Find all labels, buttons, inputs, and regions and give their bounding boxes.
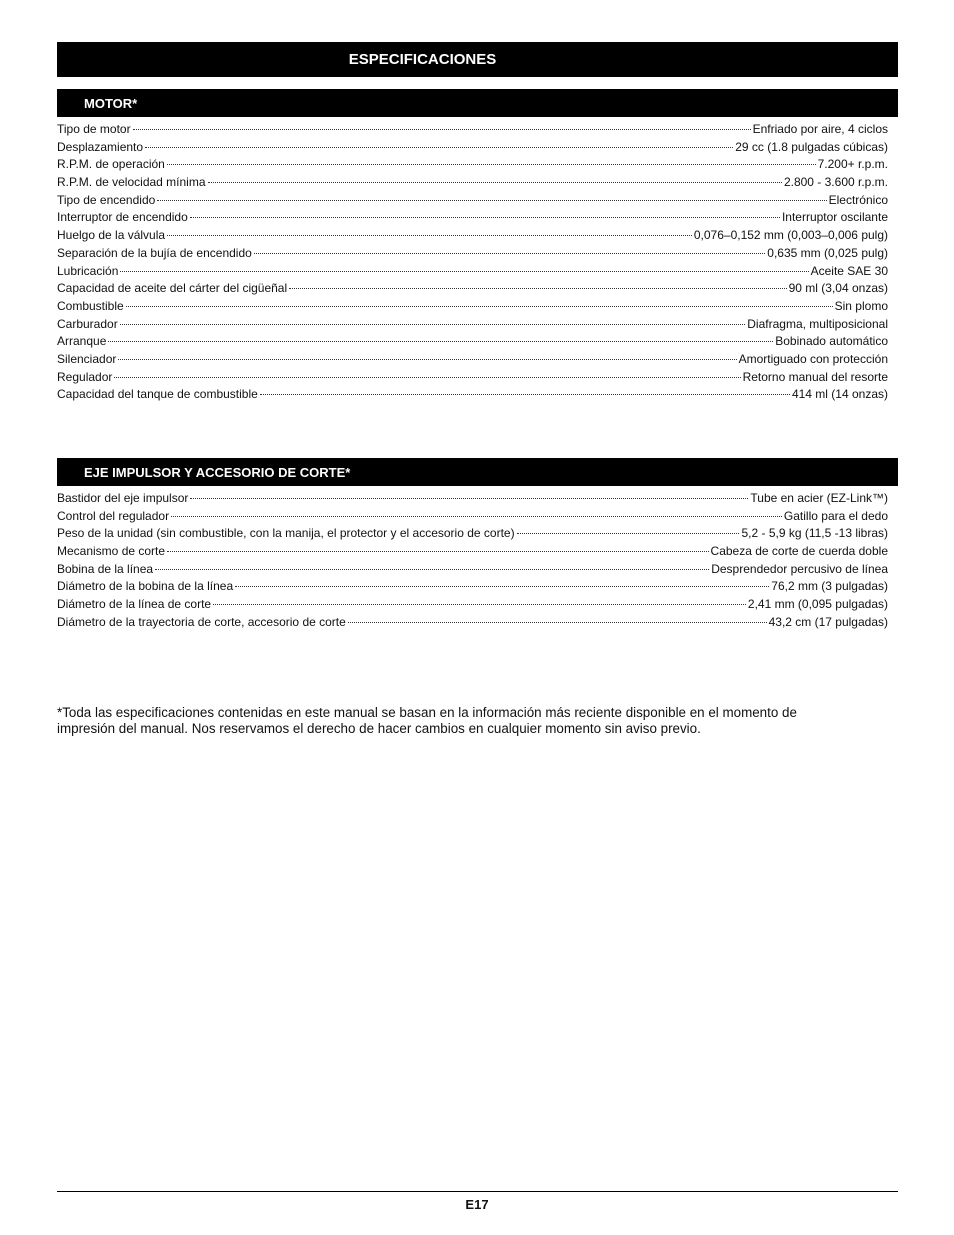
spec-label: Diámetro de la bobina de la línea [57, 579, 234, 594]
spec-value: 76,2 mm (3 pulgadas) [771, 579, 888, 594]
spec-label: Diámetro de la línea de corte [57, 597, 212, 612]
spec-row [57, 596, 888, 614]
spec-row [57, 156, 888, 174]
spec-value: Diafragma, multiposicional [747, 316, 888, 331]
spec-row [57, 263, 888, 281]
spec-row [57, 245, 888, 263]
drive-shaft-section-header [57, 458, 898, 486]
spec-value: 0,076–0,152 mm (0,003–0,006 pulg) [693, 228, 888, 243]
spec-row [57, 369, 888, 387]
spec-label: Carburador [57, 316, 118, 331]
spec-row [57, 525, 888, 543]
drive-shaft-section-title: EJE IMPULSOR Y ACCESORIO DE CORTE* [84, 464, 351, 480]
spec-value: Tube en acier (EZ-Link™) [750, 491, 888, 505]
spec-label: Regulador [57, 369, 113, 384]
drive-shaft-spec-list [57, 490, 888, 632]
dot-leader [167, 235, 692, 236]
specifications-title-banner [57, 42, 898, 77]
spec-row [57, 543, 888, 561]
dot-leader [260, 394, 790, 395]
spec-row [57, 614, 888, 632]
spec-row [57, 174, 888, 192]
spec-label: Tipo de encendido [57, 192, 156, 207]
spec-value: 0,635 mm (0,025 pulg) [767, 245, 888, 260]
dot-leader [108, 341, 773, 342]
spec-value: Enfriado por aire, 4 ciclos [752, 122, 888, 136]
spec-label: Lubricación [57, 263, 119, 278]
spec-value: 7.200+ r.p.m. [817, 157, 888, 172]
dot-leader [167, 164, 816, 165]
spec-row [57, 139, 888, 157]
dot-leader [120, 324, 746, 325]
dot-leader [145, 147, 733, 148]
spec-value: Interruptor oscilante [781, 210, 888, 225]
spec-value: 2,41 mm (0,095 pulgadas) [747, 597, 888, 612]
spec-value: 5,2 - 5,9 kg (11,5 -13 libras) [741, 526, 888, 541]
dot-leader [289, 288, 786, 289]
spec-row [57, 578, 888, 596]
spec-label: Peso de la unidad (sin combustible, con la manija, el protector y el accesorio de corte) [57, 526, 515, 541]
spec-value: Cabeza de corte de cuerda doble [710, 544, 888, 559]
spec-value: Gatillo para el dedo [783, 508, 888, 523]
spec-label: Mecanismo de corte [57, 544, 166, 559]
spec-label: Capacidad de aceite del cárter del cigüeñal [57, 281, 288, 296]
spec-value: Retorno manual del resorte [742, 369, 888, 384]
spec-label: Diámetro de la trayectoria de corte, accesorio de corte [57, 614, 346, 629]
spec-row [57, 192, 888, 210]
spec-value: 414 ml (14 onzas) [791, 387, 888, 402]
spec-label: Interruptor de encendido [57, 210, 188, 225]
dot-leader [157, 200, 826, 201]
motor-section-header [57, 89, 898, 117]
dot-leader [213, 604, 746, 605]
spec-label: R.P.M. de velocidad mínima [57, 175, 206, 190]
dot-leader [133, 129, 751, 130]
spec-row [57, 121, 888, 139]
page-title: ESPECIFICACIONES [348, 51, 497, 68]
spec-row [57, 316, 888, 334]
spec-label: Tipo de motor [57, 122, 131, 136]
dot-leader [208, 182, 782, 183]
spec-row [57, 227, 888, 245]
page-number: E17 [465, 1197, 489, 1212]
spec-label: Separación de la bujía de encendido [57, 245, 252, 260]
spec-row [57, 280, 888, 298]
dot-leader [235, 586, 769, 587]
specifications-footnote: *Toda las especificaciones contenidas en este manual se basan en la información más reciente disponible en el momento de impresión del manual. Nos reservamos el derecho de hacer cambios en cualquier momento sin aviso previo. [57, 705, 797, 737]
spec-row [57, 490, 888, 508]
spec-row [57, 508, 888, 526]
spec-value: Electrónico [828, 192, 888, 207]
spec-row [57, 333, 888, 351]
spec-value: Sin plomo [834, 298, 888, 313]
dot-leader [120, 271, 808, 272]
spec-row [57, 351, 888, 369]
dot-leader [190, 498, 748, 499]
spec-row [57, 386, 888, 404]
spec-row [57, 209, 888, 227]
motor-section-title: MOTOR* [84, 95, 138, 111]
dot-leader [126, 306, 833, 307]
spec-row [57, 561, 888, 579]
spec-label: Bastidor del eje impulsor [57, 491, 189, 505]
spec-value: Desprendedor percusivo de línea [711, 561, 888, 576]
spec-label: Silenciador [57, 351, 117, 366]
spec-value: 2.800 - 3.600 r.p.m. [783, 175, 888, 190]
motor-spec-list [57, 121, 888, 404]
dot-leader [190, 217, 780, 218]
spec-value: 90 ml (3,04 onzas) [788, 281, 888, 296]
dot-leader [171, 516, 782, 517]
spec-label: Arranque [57, 334, 107, 349]
dot-leader [517, 533, 740, 534]
footer-divider [57, 1191, 898, 1192]
spec-value: Amortiguado con protección [738, 351, 888, 366]
spec-value: Bobinado automático [775, 334, 888, 349]
dot-leader [114, 377, 740, 378]
spec-value: 43,2 cm (17 pulgadas) [768, 614, 888, 629]
spec-label: Combustible [57, 298, 124, 313]
dot-leader [348, 622, 767, 623]
spec-label: Huelgo de la válvula [57, 228, 166, 243]
dot-leader [155, 569, 709, 570]
spec-label: Capacidad del tanque de combustible [57, 387, 258, 402]
spec-label: Bobina de la línea [57, 561, 154, 576]
dot-leader [118, 359, 736, 360]
spec-value: 29 cc (1.8 pulgadas cúbicas) [735, 139, 888, 154]
dot-leader [167, 551, 708, 552]
dot-leader [254, 253, 765, 254]
spec-row [57, 298, 888, 316]
spec-value: Aceite SAE 30 [810, 263, 888, 278]
spec-label: R.P.M. de operación [57, 157, 165, 172]
spec-label: Control del regulador [57, 508, 170, 523]
spec-label: Desplazamiento [57, 139, 144, 154]
